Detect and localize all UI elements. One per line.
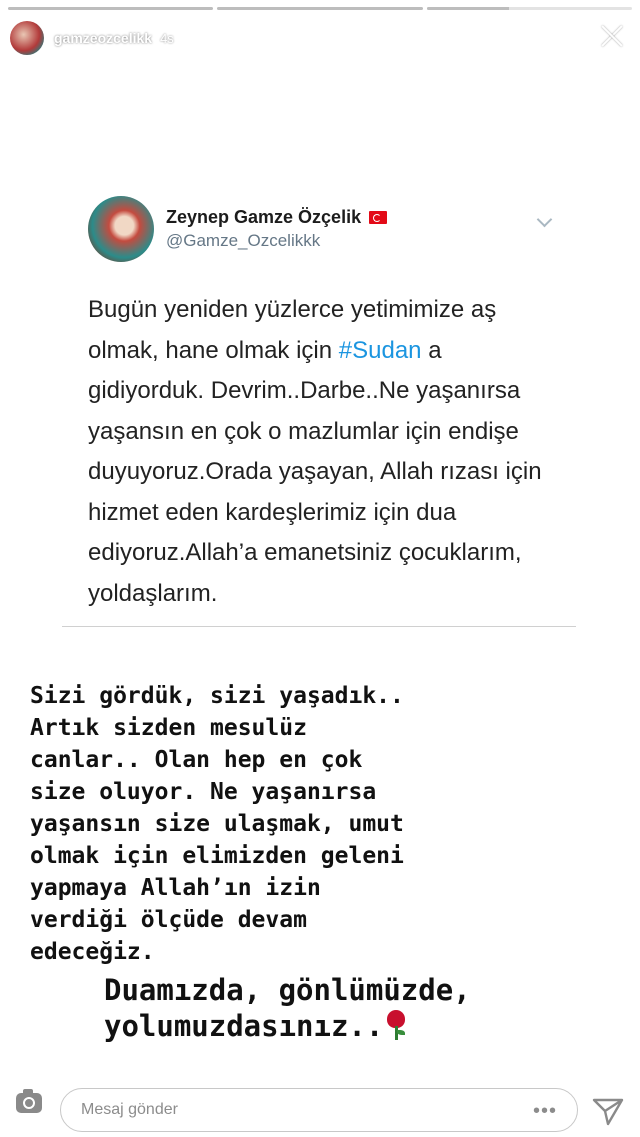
tweet-text [88,290,558,614]
tweet-display-name [166,207,387,228]
more-options-icon[interactable]: ••• [532,1100,557,1122]
rose-emoji-icon [385,1010,407,1040]
tweet-header [62,190,576,268]
tweet-display-name-text: Zeynep Gamze Özçelik [166,207,362,227]
story-time: 4s [160,30,174,46]
tweet-text-after: a gidiyorduk. Devrim..Darbe..Ne yaşanırsa yaşansın en çok o mazlumlar için endişe duyuyoruz.Orada yaşayan, Allah rızası için hizmet eden kardeşlerimiz için dua ediyoruz.Allah’a emanetsiniz çocuklarım, yoldaşlarım. [88,336,542,607]
progress-segment-1 [8,7,213,10]
tweet-screenshot [62,190,576,614]
divider [62,626,576,627]
avatar[interactable] [10,21,44,55]
tweet-hashtag: #Sudan [338,336,422,364]
tweet-names [166,207,387,251]
story-overlay-text: Sizi gördük, sizi yaşadık.. Artık sizden mesulüz canlar.. Olan hep en çok size oluyor. Ne yaşanırsa yaşansın size ulaşmak, umut olmak için elimizden geleni yapmaya Allah’ın izin verdiği ölçüde devam edeceğiz. [30,683,404,965]
tweet-handle: @Gamze_Ozcelikkk [166,231,321,250]
story-header [10,18,630,58]
progress-segment-3 [427,7,632,10]
progress-segment-2 [217,7,422,10]
message-placeholder: Mesaj gönder [81,1101,178,1118]
tweet-text-before: Bugün yeniden yüzlerce yetimimize aş olmak, hane olmak için [88,296,497,364]
tweet-avatar [88,196,154,262]
story-closing-text-line: Duamızda, gönlümüzde, yolumuzdasınız.. [104,973,471,1043]
turkey-flag-icon [369,211,387,224]
camera-icon[interactable] [16,1093,42,1113]
chevron-down-icon [537,212,553,228]
message-input[interactable] [60,1088,578,1132]
story-reply-bar [0,1086,640,1136]
story-username[interactable]: gamzeozcelikk [54,30,153,46]
send-icon[interactable] [590,1092,626,1128]
story-progress [8,7,632,10]
story-closing-text [104,972,584,1044]
close-icon[interactable] [598,22,626,50]
